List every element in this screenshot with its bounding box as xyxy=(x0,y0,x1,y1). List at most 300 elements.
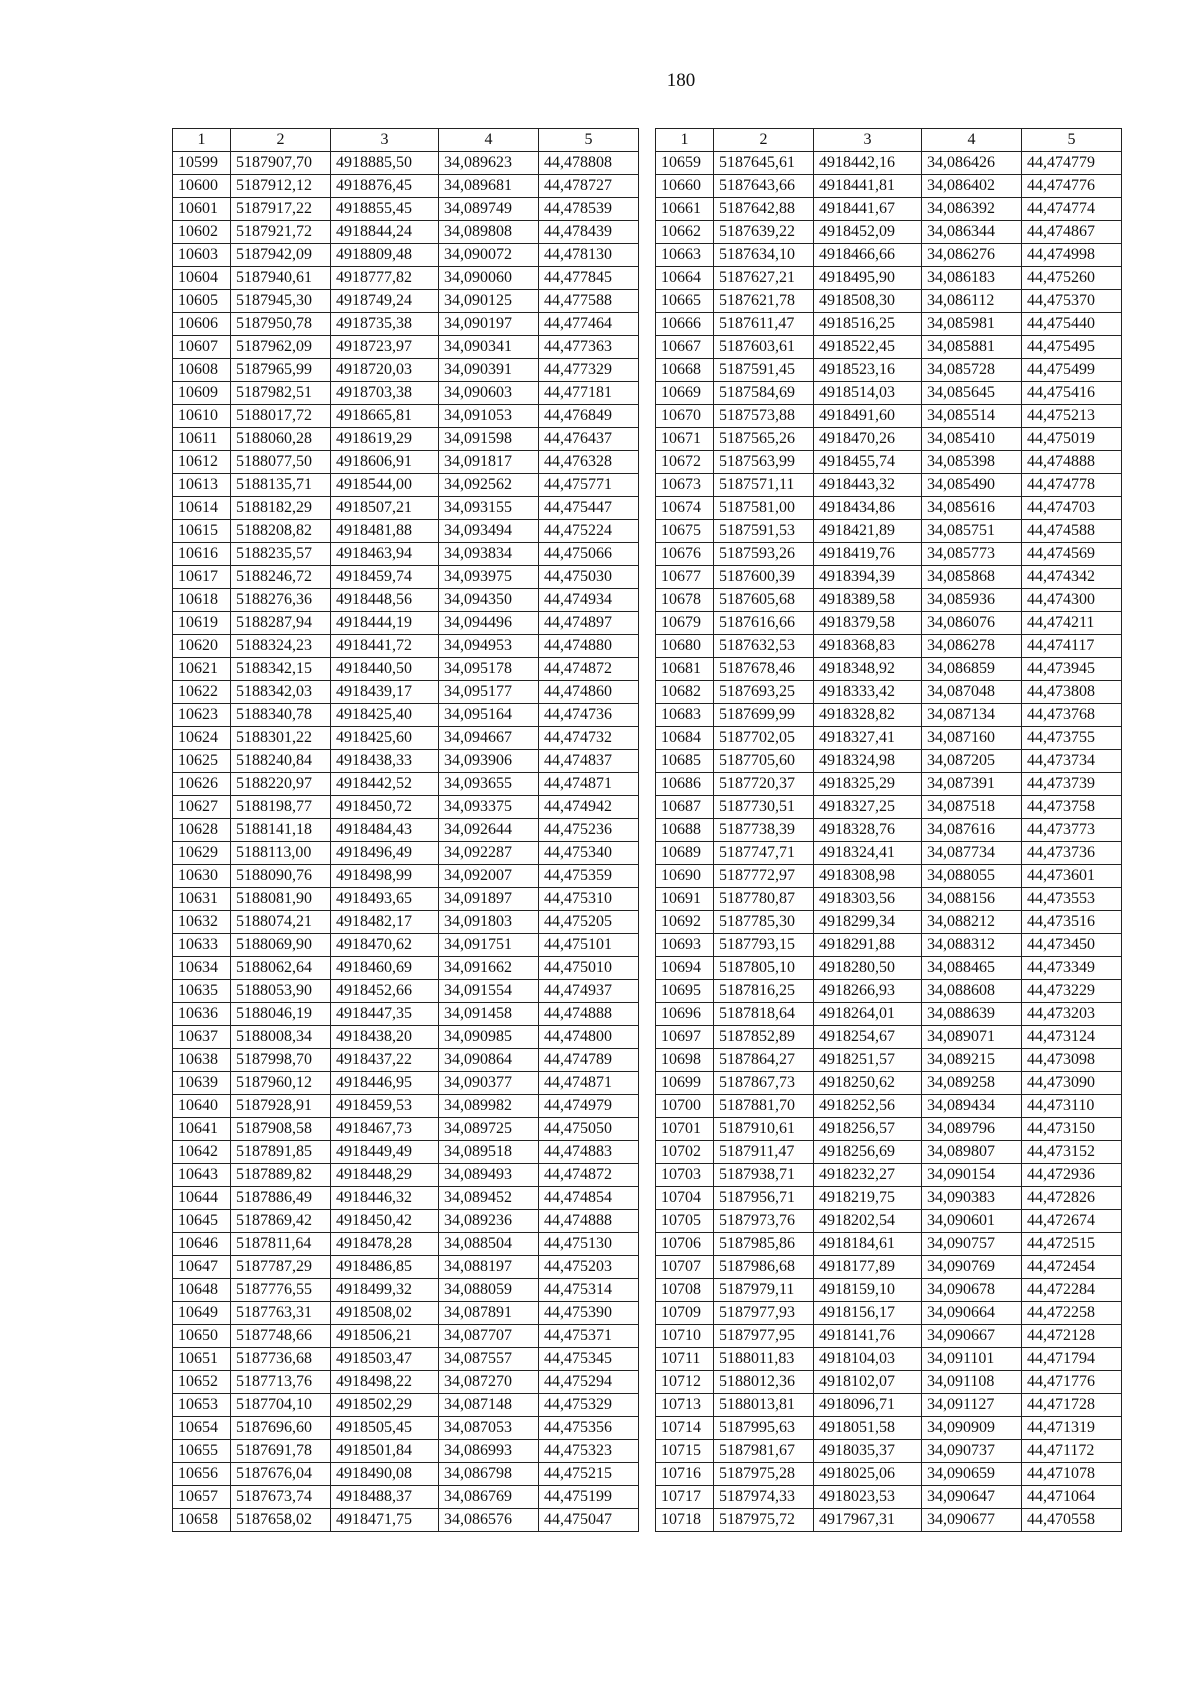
table-row xyxy=(173,152,639,175)
latitude-cell: 44,477588 xyxy=(539,290,639,313)
x-coordinate-cell: 5188324,23 xyxy=(231,635,331,658)
latitude-cell: 44,475019 xyxy=(1022,428,1122,451)
point-number-cell: 10718 xyxy=(656,1509,714,1532)
latitude-cell: 44,474703 xyxy=(1022,497,1122,520)
x-coordinate-cell: 5188135,71 xyxy=(231,474,331,497)
longitude-cell: 34,095178 xyxy=(439,658,539,681)
x-coordinate-cell: 5188062,64 xyxy=(231,957,331,980)
y-coordinate-cell: 4918508,02 xyxy=(331,1302,439,1325)
x-coordinate-cell: 5187691,78 xyxy=(231,1440,331,1463)
table-row xyxy=(173,497,639,520)
longitude-cell: 34,089749 xyxy=(439,198,539,221)
table-row xyxy=(656,750,1122,773)
column-header: 3 xyxy=(814,129,922,152)
y-coordinate-cell: 4918023,53 xyxy=(814,1486,922,1509)
y-coordinate-cell: 4918455,74 xyxy=(814,451,922,474)
point-number-cell: 10622 xyxy=(173,681,231,704)
longitude-cell: 34,087053 xyxy=(439,1417,539,1440)
x-coordinate-cell: 5187908,58 xyxy=(231,1118,331,1141)
point-number-cell: 10705 xyxy=(656,1210,714,1233)
latitude-cell: 44,474117 xyxy=(1022,635,1122,658)
longitude-cell: 34,090667 xyxy=(922,1325,1022,1348)
table-row xyxy=(173,1187,639,1210)
x-coordinate-cell: 5187995,63 xyxy=(714,1417,814,1440)
table-row xyxy=(656,934,1122,957)
longitude-cell: 34,085981 xyxy=(922,313,1022,336)
table-row xyxy=(173,451,639,474)
column-header: 3 xyxy=(331,129,439,152)
x-coordinate-cell: 5188287,94 xyxy=(231,612,331,635)
table-row xyxy=(656,1325,1122,1348)
table-row xyxy=(656,1509,1122,1532)
table-row xyxy=(173,382,639,405)
x-coordinate-cell: 5187634,10 xyxy=(714,244,814,267)
x-coordinate-cell: 5187642,88 xyxy=(714,198,814,221)
y-coordinate-cell: 4918885,50 xyxy=(331,152,439,175)
x-coordinate-cell: 5187780,87 xyxy=(714,888,814,911)
y-coordinate-cell: 4918394,39 xyxy=(814,566,922,589)
column-header: 5 xyxy=(1022,129,1122,152)
coordinates-table-left xyxy=(172,128,639,1532)
latitude-cell: 44,473110 xyxy=(1022,1095,1122,1118)
point-number-cell: 10658 xyxy=(173,1509,231,1532)
table-row xyxy=(656,566,1122,589)
longitude-cell: 34,091817 xyxy=(439,451,539,474)
table-row xyxy=(173,428,639,451)
x-coordinate-cell: 5188053,90 xyxy=(231,980,331,1003)
point-number-cell: 10686 xyxy=(656,773,714,796)
point-number-cell: 10618 xyxy=(173,589,231,612)
longitude-cell: 34,085490 xyxy=(922,474,1022,497)
longitude-cell: 34,091554 xyxy=(439,980,539,1003)
table-row xyxy=(656,1302,1122,1325)
point-number-cell: 10685 xyxy=(656,750,714,773)
y-coordinate-cell: 4918333,42 xyxy=(814,681,922,704)
table-row xyxy=(173,658,639,681)
table-row xyxy=(656,1118,1122,1141)
longitude-cell: 34,090664 xyxy=(922,1302,1022,1325)
longitude-cell: 34,088212 xyxy=(922,911,1022,934)
point-number-cell: 10701 xyxy=(656,1118,714,1141)
longitude-cell: 34,085645 xyxy=(922,382,1022,405)
table-row xyxy=(656,1026,1122,1049)
y-coordinate-cell: 4918499,32 xyxy=(331,1279,439,1302)
point-number-cell: 10665 xyxy=(656,290,714,313)
page-number: 180 xyxy=(666,70,696,91)
point-number-cell: 10673 xyxy=(656,474,714,497)
latitude-cell: 44,471319 xyxy=(1022,1417,1122,1440)
column-header: 5 xyxy=(539,129,639,152)
latitude-cell: 44,473601 xyxy=(1022,865,1122,888)
y-coordinate-cell: 4918450,72 xyxy=(331,796,439,819)
x-coordinate-cell: 5187785,30 xyxy=(714,911,814,934)
latitude-cell: 44,475310 xyxy=(539,888,639,911)
latitude-cell: 44,475213 xyxy=(1022,405,1122,428)
latitude-cell: 44,474211 xyxy=(1022,612,1122,635)
x-coordinate-cell: 5187998,70 xyxy=(231,1049,331,1072)
latitude-cell: 44,475066 xyxy=(539,543,639,566)
longitude-cell: 34,092007 xyxy=(439,865,539,888)
latitude-cell: 44,473553 xyxy=(1022,888,1122,911)
point-number-cell: 10698 xyxy=(656,1049,714,1072)
latitude-cell: 44,475260 xyxy=(1022,267,1122,290)
latitude-cell: 44,475130 xyxy=(539,1233,639,1256)
point-number-cell: 10692 xyxy=(656,911,714,934)
y-coordinate-cell: 4918463,94 xyxy=(331,543,439,566)
point-number-cell: 10619 xyxy=(173,612,231,635)
x-coordinate-cell: 5188276,36 xyxy=(231,589,331,612)
table-row xyxy=(656,1348,1122,1371)
y-coordinate-cell: 4918496,49 xyxy=(331,842,439,865)
table-row xyxy=(173,796,639,819)
latitude-cell: 44,474883 xyxy=(539,1141,639,1164)
latitude-cell: 44,475323 xyxy=(539,1440,639,1463)
point-number-cell: 10627 xyxy=(173,796,231,819)
x-coordinate-cell: 5187787,29 xyxy=(231,1256,331,1279)
x-coordinate-cell: 5188113,00 xyxy=(231,842,331,865)
longitude-cell: 34,086076 xyxy=(922,612,1022,635)
y-coordinate-cell: 4918498,22 xyxy=(331,1371,439,1394)
longitude-cell: 34,094496 xyxy=(439,612,539,635)
table-row xyxy=(656,1049,1122,1072)
latitude-cell: 44,475203 xyxy=(539,1256,639,1279)
longitude-cell: 34,090072 xyxy=(439,244,539,267)
latitude-cell: 44,475329 xyxy=(539,1394,639,1417)
x-coordinate-cell: 5187981,67 xyxy=(714,1440,814,1463)
y-coordinate-cell: 4918446,95 xyxy=(331,1072,439,1095)
point-number-cell: 10639 xyxy=(173,1072,231,1095)
y-coordinate-cell: 4918438,33 xyxy=(331,750,439,773)
table-row xyxy=(173,635,639,658)
point-number-cell: 10660 xyxy=(656,175,714,198)
table-row xyxy=(173,244,639,267)
table-row xyxy=(656,773,1122,796)
table-row xyxy=(173,1325,639,1348)
latitude-cell: 44,475030 xyxy=(539,566,639,589)
x-coordinate-cell: 5187730,51 xyxy=(714,796,814,819)
x-coordinate-cell: 5188069,90 xyxy=(231,934,331,957)
x-coordinate-cell: 5187702,05 xyxy=(714,727,814,750)
y-coordinate-cell: 4918104,03 xyxy=(814,1348,922,1371)
latitude-cell: 44,472936 xyxy=(1022,1164,1122,1187)
x-coordinate-cell: 5187611,47 xyxy=(714,313,814,336)
longitude-cell: 34,089518 xyxy=(439,1141,539,1164)
longitude-cell: 34,095164 xyxy=(439,704,539,727)
point-number-cell: 10623 xyxy=(173,704,231,727)
latitude-cell: 44,478130 xyxy=(539,244,639,267)
latitude-cell: 44,475199 xyxy=(539,1486,639,1509)
table-row xyxy=(656,1072,1122,1095)
latitude-cell: 44,474774 xyxy=(1022,198,1122,221)
latitude-cell: 44,474872 xyxy=(539,1164,639,1187)
x-coordinate-cell: 5187621,78 xyxy=(714,290,814,313)
latitude-cell: 44,473150 xyxy=(1022,1118,1122,1141)
y-coordinate-cell: 4918460,69 xyxy=(331,957,439,980)
latitude-cell: 44,474300 xyxy=(1022,589,1122,612)
y-coordinate-cell: 4918441,72 xyxy=(331,635,439,658)
x-coordinate-cell: 5188240,84 xyxy=(231,750,331,773)
y-coordinate-cell: 4918501,84 xyxy=(331,1440,439,1463)
longitude-cell: 34,090909 xyxy=(922,1417,1022,1440)
y-coordinate-cell: 4918777,82 xyxy=(331,267,439,290)
x-coordinate-cell: 5187643,66 xyxy=(714,175,814,198)
latitude-cell: 44,473808 xyxy=(1022,681,1122,704)
y-coordinate-cell: 4918219,75 xyxy=(814,1187,922,1210)
latitude-cell: 44,470558 xyxy=(1022,1509,1122,1532)
point-number-cell: 10625 xyxy=(173,750,231,773)
table-row xyxy=(173,1440,639,1463)
table-row xyxy=(173,520,639,543)
table-row xyxy=(656,612,1122,635)
longitude-cell: 34,094953 xyxy=(439,635,539,658)
point-number-cell: 10681 xyxy=(656,658,714,681)
x-coordinate-cell: 5187867,73 xyxy=(714,1072,814,1095)
latitude-cell: 44,473124 xyxy=(1022,1026,1122,1049)
y-coordinate-cell: 4918434,86 xyxy=(814,497,922,520)
table-row xyxy=(173,405,639,428)
longitude-cell: 34,093975 xyxy=(439,566,539,589)
longitude-cell: 34,093375 xyxy=(439,796,539,819)
longitude-cell: 34,089681 xyxy=(439,175,539,198)
x-coordinate-cell: 5187639,22 xyxy=(714,221,814,244)
point-number-cell: 10662 xyxy=(656,221,714,244)
y-coordinate-cell: 4918379,58 xyxy=(814,612,922,635)
longitude-cell: 34,090659 xyxy=(922,1463,1022,1486)
y-coordinate-cell: 4918844,24 xyxy=(331,221,439,244)
x-coordinate-cell: 5187973,76 xyxy=(714,1210,814,1233)
x-coordinate-cell: 5187977,95 xyxy=(714,1325,814,1348)
table-row xyxy=(173,1233,639,1256)
point-number-cell: 10657 xyxy=(173,1486,231,1509)
x-coordinate-cell: 5187917,22 xyxy=(231,198,331,221)
point-number-cell: 10714 xyxy=(656,1417,714,1440)
table-row xyxy=(656,313,1122,336)
x-coordinate-cell: 5187864,27 xyxy=(714,1049,814,1072)
point-number-cell: 10652 xyxy=(173,1371,231,1394)
y-coordinate-cell: 4918482,17 xyxy=(331,911,439,934)
point-number-cell: 10616 xyxy=(173,543,231,566)
x-coordinate-cell: 5187869,42 xyxy=(231,1210,331,1233)
point-number-cell: 10717 xyxy=(656,1486,714,1509)
latitude-cell: 44,472515 xyxy=(1022,1233,1122,1256)
point-number-cell: 10612 xyxy=(173,451,231,474)
table-row xyxy=(173,543,639,566)
point-number-cell: 10672 xyxy=(656,451,714,474)
point-number-cell: 10609 xyxy=(173,382,231,405)
longitude-cell: 34,085398 xyxy=(922,451,1022,474)
x-coordinate-cell: 5187584,69 xyxy=(714,382,814,405)
y-coordinate-cell: 4918448,29 xyxy=(331,1164,439,1187)
table-row xyxy=(656,198,1122,221)
point-number-cell: 10650 xyxy=(173,1325,231,1348)
column-header: 4 xyxy=(439,129,539,152)
x-coordinate-cell: 5187600,39 xyxy=(714,566,814,589)
table-row xyxy=(656,405,1122,428)
y-coordinate-cell: 4918498,99 xyxy=(331,865,439,888)
latitude-cell: 44,478808 xyxy=(539,152,639,175)
point-number-cell: 10613 xyxy=(173,474,231,497)
y-coordinate-cell: 4918749,24 xyxy=(331,290,439,313)
longitude-cell: 34,089623 xyxy=(439,152,539,175)
x-coordinate-cell: 5187713,76 xyxy=(231,1371,331,1394)
longitude-cell: 34,090678 xyxy=(922,1279,1022,1302)
latitude-cell: 44,471776 xyxy=(1022,1371,1122,1394)
x-coordinate-cell: 5187678,46 xyxy=(714,658,814,681)
latitude-cell: 44,475495 xyxy=(1022,336,1122,359)
table-row xyxy=(173,1072,639,1095)
table-row xyxy=(173,474,639,497)
latitude-cell: 44,474800 xyxy=(539,1026,639,1049)
longitude-cell: 34,090737 xyxy=(922,1440,1022,1463)
latitude-cell: 44,478539 xyxy=(539,198,639,221)
longitude-cell: 34,090985 xyxy=(439,1026,539,1049)
point-number-cell: 10716 xyxy=(656,1463,714,1486)
point-number-cell: 10599 xyxy=(173,152,231,175)
point-number-cell: 10710 xyxy=(656,1325,714,1348)
x-coordinate-cell: 5188077,50 xyxy=(231,451,331,474)
table-row xyxy=(173,313,639,336)
latitude-cell: 44,475050 xyxy=(539,1118,639,1141)
y-coordinate-cell: 4918514,03 xyxy=(814,382,922,405)
latitude-cell: 44,475359 xyxy=(539,865,639,888)
table-row xyxy=(656,267,1122,290)
point-number-cell: 10603 xyxy=(173,244,231,267)
table-row xyxy=(656,244,1122,267)
longitude-cell: 34,087707 xyxy=(439,1325,539,1348)
longitude-cell: 34,086426 xyxy=(922,152,1022,175)
latitude-cell: 44,474871 xyxy=(539,773,639,796)
longitude-cell: 34,087891 xyxy=(439,1302,539,1325)
x-coordinate-cell: 5187938,71 xyxy=(714,1164,814,1187)
longitude-cell: 34,086993 xyxy=(439,1440,539,1463)
y-coordinate-cell: 4918544,00 xyxy=(331,474,439,497)
x-coordinate-cell: 5187658,02 xyxy=(231,1509,331,1532)
y-coordinate-cell: 4918266,93 xyxy=(814,980,922,1003)
y-coordinate-cell: 4918438,20 xyxy=(331,1026,439,1049)
table-row xyxy=(656,428,1122,451)
point-number-cell: 10602 xyxy=(173,221,231,244)
longitude-cell: 34,085881 xyxy=(922,336,1022,359)
table-row xyxy=(656,681,1122,704)
longitude-cell: 34,085936 xyxy=(922,589,1022,612)
x-coordinate-cell: 5187738,39 xyxy=(714,819,814,842)
table-row xyxy=(656,474,1122,497)
point-number-cell: 10677 xyxy=(656,566,714,589)
latitude-cell: 44,476849 xyxy=(539,405,639,428)
latitude-cell: 44,477329 xyxy=(539,359,639,382)
longitude-cell: 34,091108 xyxy=(922,1371,1022,1394)
point-number-cell: 10647 xyxy=(173,1256,231,1279)
point-number-cell: 10708 xyxy=(656,1279,714,1302)
table-row xyxy=(173,1210,639,1233)
table-row xyxy=(656,1371,1122,1394)
x-coordinate-cell: 5187985,86 xyxy=(714,1233,814,1256)
point-number-cell: 10642 xyxy=(173,1141,231,1164)
point-number-cell: 10695 xyxy=(656,980,714,1003)
table-row xyxy=(173,934,639,957)
y-coordinate-cell: 4918442,16 xyxy=(814,152,922,175)
x-coordinate-cell: 5187696,60 xyxy=(231,1417,331,1440)
latitude-cell: 44,471728 xyxy=(1022,1394,1122,1417)
longitude-cell: 34,094667 xyxy=(439,727,539,750)
y-coordinate-cell: 4918440,50 xyxy=(331,658,439,681)
y-coordinate-cell: 4918723,97 xyxy=(331,336,439,359)
x-coordinate-cell: 5187912,12 xyxy=(231,175,331,198)
latitude-cell: 44,473098 xyxy=(1022,1049,1122,1072)
x-coordinate-cell: 5187593,26 xyxy=(714,543,814,566)
longitude-cell: 34,085751 xyxy=(922,520,1022,543)
x-coordinate-cell: 5187793,15 xyxy=(714,934,814,957)
longitude-cell: 34,090601 xyxy=(922,1210,1022,1233)
point-number-cell: 10676 xyxy=(656,543,714,566)
longitude-cell: 34,089493 xyxy=(439,1164,539,1187)
longitude-cell: 34,095177 xyxy=(439,681,539,704)
x-coordinate-cell: 5188008,34 xyxy=(231,1026,331,1049)
x-coordinate-cell: 5187921,72 xyxy=(231,221,331,244)
y-coordinate-cell: 4918446,32 xyxy=(331,1187,439,1210)
latitude-cell: 44,476328 xyxy=(539,451,639,474)
y-coordinate-cell: 4918252,56 xyxy=(814,1095,922,1118)
point-number-cell: 10637 xyxy=(173,1026,231,1049)
x-coordinate-cell: 5187881,70 xyxy=(714,1095,814,1118)
point-number-cell: 10648 xyxy=(173,1279,231,1302)
x-coordinate-cell: 5188235,57 xyxy=(231,543,331,566)
point-number-cell: 10707 xyxy=(656,1256,714,1279)
longitude-cell: 34,093834 xyxy=(439,543,539,566)
table-row xyxy=(656,1279,1122,1302)
x-coordinate-cell: 5188340,78 xyxy=(231,704,331,727)
latitude-cell: 44,473945 xyxy=(1022,658,1122,681)
longitude-cell: 34,085410 xyxy=(922,428,1022,451)
point-number-cell: 10688 xyxy=(656,819,714,842)
x-coordinate-cell: 5188342,03 xyxy=(231,681,331,704)
x-coordinate-cell: 5187891,85 xyxy=(231,1141,331,1164)
y-coordinate-cell: 4918389,58 xyxy=(814,589,922,612)
latitude-cell: 44,475294 xyxy=(539,1371,639,1394)
x-coordinate-cell: 5187704,10 xyxy=(231,1394,331,1417)
point-number-cell: 10621 xyxy=(173,658,231,681)
x-coordinate-cell: 5187965,99 xyxy=(231,359,331,382)
y-coordinate-cell: 4918051,58 xyxy=(814,1417,922,1440)
point-number-cell: 10655 xyxy=(173,1440,231,1463)
longitude-cell: 34,086798 xyxy=(439,1463,539,1486)
y-coordinate-cell: 4918488,37 xyxy=(331,1486,439,1509)
column-header: 2 xyxy=(231,129,331,152)
table-row xyxy=(173,221,639,244)
table-row xyxy=(173,865,639,888)
latitude-cell: 44,477181 xyxy=(539,382,639,405)
y-coordinate-cell: 4918425,60 xyxy=(331,727,439,750)
longitude-cell: 34,086769 xyxy=(439,1486,539,1509)
y-coordinate-cell: 4918720,03 xyxy=(331,359,439,382)
longitude-cell: 34,090341 xyxy=(439,336,539,359)
y-coordinate-cell: 4918478,28 xyxy=(331,1233,439,1256)
point-number-cell: 10687 xyxy=(656,796,714,819)
y-coordinate-cell: 4918254,67 xyxy=(814,1026,922,1049)
latitude-cell: 44,477464 xyxy=(539,313,639,336)
point-number-cell: 10712 xyxy=(656,1371,714,1394)
y-coordinate-cell: 4918299,34 xyxy=(814,911,922,934)
longitude-cell: 34,086402 xyxy=(922,175,1022,198)
point-number-cell: 10709 xyxy=(656,1302,714,1325)
y-coordinate-cell: 4918025,06 xyxy=(814,1463,922,1486)
table-row xyxy=(656,888,1122,911)
longitude-cell: 34,091803 xyxy=(439,911,539,934)
longitude-cell: 34,092644 xyxy=(439,819,539,842)
y-coordinate-cell: 4918466,66 xyxy=(814,244,922,267)
latitude-cell: 44,478727 xyxy=(539,175,639,198)
point-number-cell: 10684 xyxy=(656,727,714,750)
